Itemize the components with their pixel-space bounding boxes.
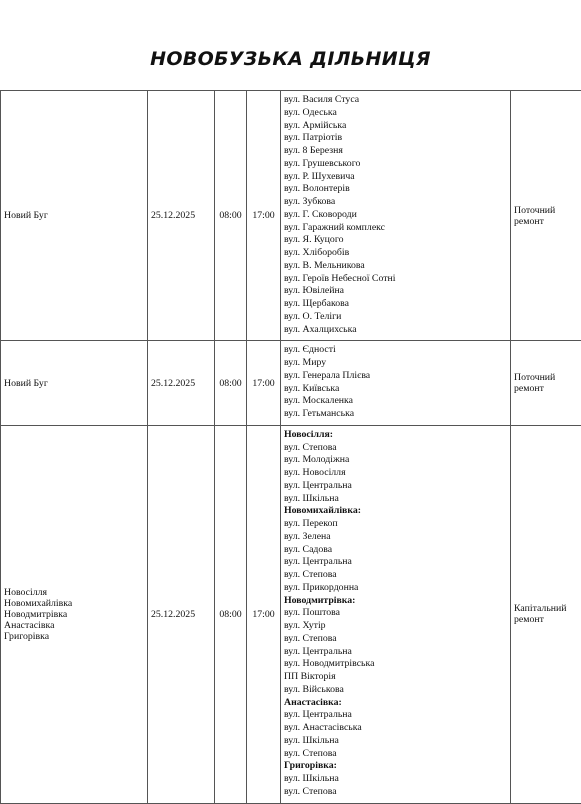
settlement-cell xyxy=(1,425,148,803)
page-title: НОВОБУЗЬКА ДІЛЬНИЦЯ xyxy=(0,48,581,70)
street-item: вул. Ювілейна xyxy=(284,285,510,298)
start-time-cell: 08:00 xyxy=(215,341,247,426)
street-item: вул. В. Мельникова xyxy=(284,260,510,273)
street-item: вул. Анастасівська xyxy=(284,722,510,735)
work-type-cell: Поточний ремонт xyxy=(511,341,581,426)
street-item: вул. Єдності xyxy=(284,344,510,357)
start-time-cell: 08:00 xyxy=(215,91,247,341)
street-item: вул. О. Теліги xyxy=(284,311,510,324)
street-item: вул. Шкільна xyxy=(284,493,510,506)
street-item: вул. Новодмитрівська xyxy=(284,658,510,671)
street-item: вул. Шкільна xyxy=(284,735,510,748)
street-item: вул. Москаленка xyxy=(284,395,510,408)
street-item: вул. Степова xyxy=(284,748,510,761)
table-row xyxy=(1,341,581,426)
date-cell: 25.12.2025 xyxy=(148,425,215,803)
street-item: ПП Вікторія xyxy=(284,671,510,684)
street-item: вул. Грушевського xyxy=(284,158,510,171)
street-item: вул. Миру xyxy=(284,357,510,370)
street-item: вул. Центральна xyxy=(284,709,510,722)
street-item: вул. Р. Шухевича xyxy=(284,171,510,184)
street-item: вул. Шкільна xyxy=(284,773,510,786)
street-item: вул. 8 Березня xyxy=(284,145,510,158)
street-item: вул. Військова xyxy=(284,684,510,697)
settlement-name: Новий Буг xyxy=(4,210,147,221)
settlement-group-heading: Григорівка: xyxy=(284,760,510,773)
settlement-name: Григорівка xyxy=(4,631,147,642)
street-item: вул. Степова xyxy=(284,442,510,455)
street-item: вул. Василя Стуса xyxy=(284,94,510,107)
end-time-cell: 17:00 xyxy=(247,91,281,341)
street-item: вул. Одеська xyxy=(284,107,510,120)
table-row xyxy=(1,425,581,803)
street-item: вул. Армійська xyxy=(284,120,510,133)
work-type-cell: Поточний ремонт xyxy=(511,91,581,341)
settlement-group-heading: Новосілля: xyxy=(284,429,510,442)
street-item: вул. Молодіжна xyxy=(284,454,510,467)
outage-schedule-table xyxy=(0,90,581,804)
street-item: вул. Я. Куцого xyxy=(284,234,510,247)
street-item: вул. Степова xyxy=(284,569,510,582)
addresses-cell xyxy=(281,425,511,803)
street-item: вул. Хліборобів xyxy=(284,247,510,260)
street-item: вул. Хутір xyxy=(284,620,510,633)
street-item: вул. Поштова xyxy=(284,607,510,620)
settlement-group-heading: Новодмитрівка: xyxy=(284,595,510,608)
street-item: вул. Київська xyxy=(284,383,510,396)
end-time-cell: 17:00 xyxy=(247,341,281,426)
settlement-name: Новий Буг xyxy=(4,378,147,389)
addresses-cell xyxy=(281,341,511,426)
settlement-name: Новосілля xyxy=(4,587,147,598)
settlement-name: Новодмитрівка xyxy=(4,609,147,620)
end-time-cell: 17:00 xyxy=(247,425,281,803)
street-item: вул. Степова xyxy=(284,786,510,799)
work-type-cell: Капітальний ремонт xyxy=(511,425,581,803)
settlement-group-heading: Новомихайлівка: xyxy=(284,505,510,518)
date-cell: 25.12.2025 xyxy=(148,91,215,341)
street-item: вул. Центральна xyxy=(284,556,510,569)
street-item: вул. Центральна xyxy=(284,646,510,659)
table-row xyxy=(1,91,581,341)
street-item: вул. Садова xyxy=(284,544,510,557)
settlement-cell xyxy=(1,91,148,341)
street-item: вул. Г. Сковороди xyxy=(284,209,510,222)
street-item: вул. Патріотів xyxy=(284,132,510,145)
street-item: вул. Щербакова xyxy=(284,298,510,311)
street-item: вул. Гаражний комплекс xyxy=(284,222,510,235)
start-time-cell: 08:00 xyxy=(215,425,247,803)
addresses-cell xyxy=(281,91,511,341)
settlement-group-heading: Анастасівка: xyxy=(284,697,510,710)
street-item: вул. Зубкова xyxy=(284,196,510,209)
street-item: вул. Новосілля xyxy=(284,467,510,480)
street-item: вул. Волонтерів xyxy=(284,183,510,196)
settlement-name: Новомихайлівка xyxy=(4,598,147,609)
street-item: вул. Героїв Небесної Сотні xyxy=(284,273,510,286)
street-item: вул. Степова xyxy=(284,633,510,646)
street-item: вул. Генерала Плієва xyxy=(284,370,510,383)
settlement-cell xyxy=(1,341,148,426)
settlement-name: Анастасівка xyxy=(4,620,147,631)
date-cell: 25.12.2025 xyxy=(148,341,215,426)
street-item: вул. Прикордонна xyxy=(284,582,510,595)
street-item: вул. Ахалцихська xyxy=(284,324,510,337)
street-item: вул. Центральна xyxy=(284,480,510,493)
street-item: вул. Гетьманська xyxy=(284,408,510,421)
street-item: вул. Перекоп xyxy=(284,518,510,531)
street-item: вул. Зелена xyxy=(284,531,510,544)
